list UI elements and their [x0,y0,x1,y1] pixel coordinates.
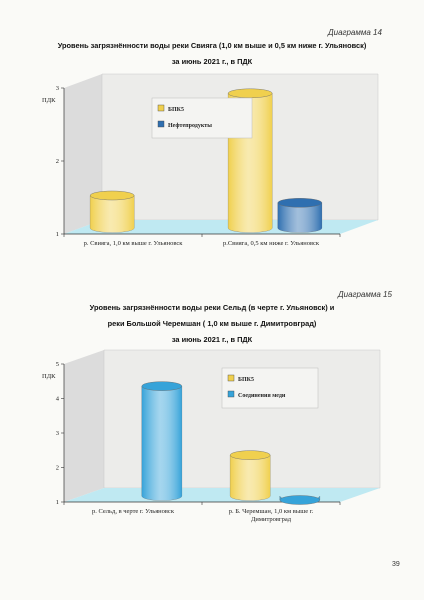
title-line: реки Большой Черемшан ( 1,0 км выше г. Димитровград) [107,319,317,328]
bar-shading [90,196,134,233]
title-line: Уровень загрязнённости воды реки Свияга (1,0 км выше и 0,5 км ниже г. Ульяновск) [57,41,367,50]
title-line: за июнь 2021 г., в ПДК [171,335,253,344]
legend-box [152,98,252,138]
title-line: за июнь 2021 г., в ПДК [171,57,253,66]
legend-swatch [228,391,234,397]
x-tick-label: р.Свияга, 0,5 км ниже г. Ульяновск [222,240,320,247]
bar-top [228,89,272,98]
chart-svyaga [40,82,380,262]
bar-top [230,451,270,460]
bar-Соединения меди [142,382,182,501]
y-tick-label: 5 [55,361,59,368]
y-tick-label: 3 [55,430,59,437]
y-tick-label: 2 [55,464,59,472]
y-tick-label: 1 [55,499,59,506]
bar-Соединения меди [280,496,320,505]
page-number: 39 [392,561,400,568]
bar-БПК5 [230,451,270,501]
y-tick-label: 4 [55,395,59,403]
y-tick-label: 1 [55,231,59,238]
bar-Нефтепродукты [278,198,322,232]
side-wall [64,350,104,502]
y-axis-label: ПДК [42,97,56,104]
bar-top [90,191,134,200]
bar-top [280,496,320,505]
x-tick-label: р. Свияга, 1,0 км выше г. Ульяновск [83,240,183,247]
y-axis-label: ПДК [42,373,56,380]
legend-label: Соединения меди [238,393,286,399]
bar-БПК5 [90,191,134,232]
legend-swatch [158,121,164,127]
chart-svg [40,82,380,262]
legend-swatch [158,105,164,111]
x-tick-label: Димитровград [250,516,292,523]
floor [64,488,380,502]
y-tick-label: 2 [55,158,59,165]
bar-top [142,382,182,391]
legend-label: Нефтепродукты [168,123,212,129]
diagram-label: Диаграмма 15 [338,290,392,299]
x-tick-label: р. Б. Черемшан, 1,0 км выше г. [228,508,314,515]
chart-title [20,38,404,70]
bar-shading [230,455,270,500]
chart-svg [40,352,380,542]
bar-shading [142,386,182,500]
chart-title [20,300,404,348]
bar-top [278,198,322,207]
legend-label: БПК5 [238,377,254,383]
title-line: Уровень загрязнённости воды реки Сельд (в черте г. Ульяновск) и [89,303,335,312]
legend-box [222,368,318,408]
x-tick-label: р. Сельд, в черте г. Ульяновск [92,508,174,515]
diagram-label: Диаграмма 14 [328,28,382,37]
chart-seld-cheremshan [40,352,380,542]
y-tick-label: 3 [55,85,59,92]
legend-swatch [228,375,234,381]
legend-label: БПК5 [168,107,184,113]
